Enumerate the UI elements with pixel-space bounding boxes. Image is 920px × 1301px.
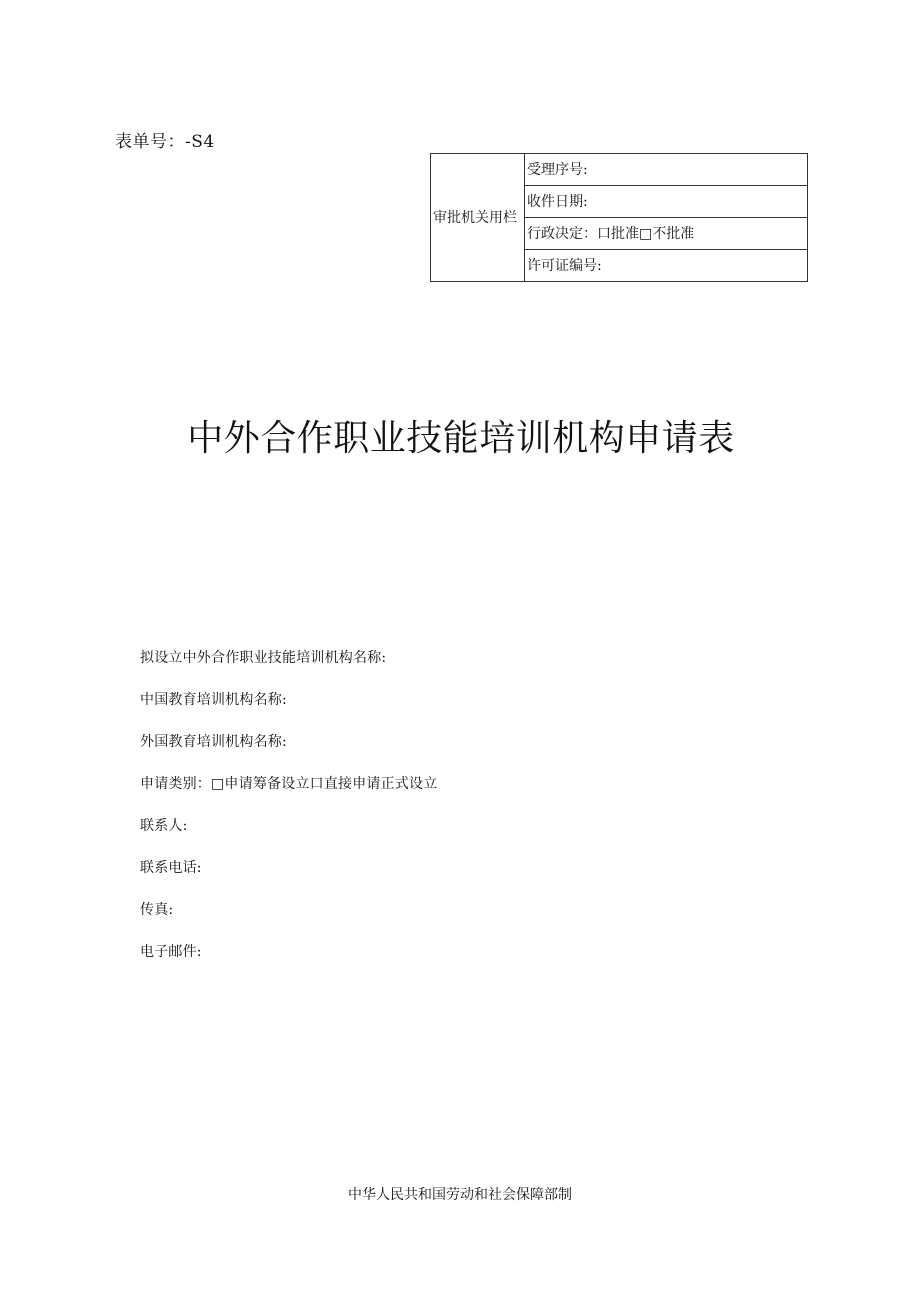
- acceptance-number-field: 受理序号:: [525, 154, 808, 186]
- administrative-decision-field: 行政决定：口批准□不批准: [525, 218, 808, 250]
- approval-office-label: 审批机关用栏: [431, 154, 525, 282]
- proposed-institution-name-field: 拟设立中外合作职业技能培训机构名称:: [140, 650, 387, 666]
- approval-office-box: [430, 153, 808, 282]
- foreign-institution-name-field: 外国教育培训机构名称:: [140, 734, 287, 750]
- contact-phone-field: 联系电话:: [140, 860, 202, 876]
- email-field: 电子邮件:: [140, 944, 202, 960]
- applicant-fields: [140, 648, 437, 984]
- receipt-date-field: 收件日期:: [525, 186, 808, 218]
- application-category-field: 申请类别：□申请筹备设立口直接申请正式设立: [140, 776, 438, 792]
- license-number-field: 许可证编号:: [525, 250, 808, 282]
- contact-person-field: 联系人:: [140, 818, 188, 834]
- fax-field: 传真:: [140, 902, 174, 918]
- document-title: 中外合作职业技能培训机构申请表: [187, 418, 735, 459]
- issuer-footer: 中华人民共和国劳动和社会保障部制: [348, 1187, 572, 1203]
- form-number: 表单号：-S4: [115, 132, 215, 152]
- chinese-institution-name-field: 中国教育培训机构名称:: [140, 692, 287, 708]
